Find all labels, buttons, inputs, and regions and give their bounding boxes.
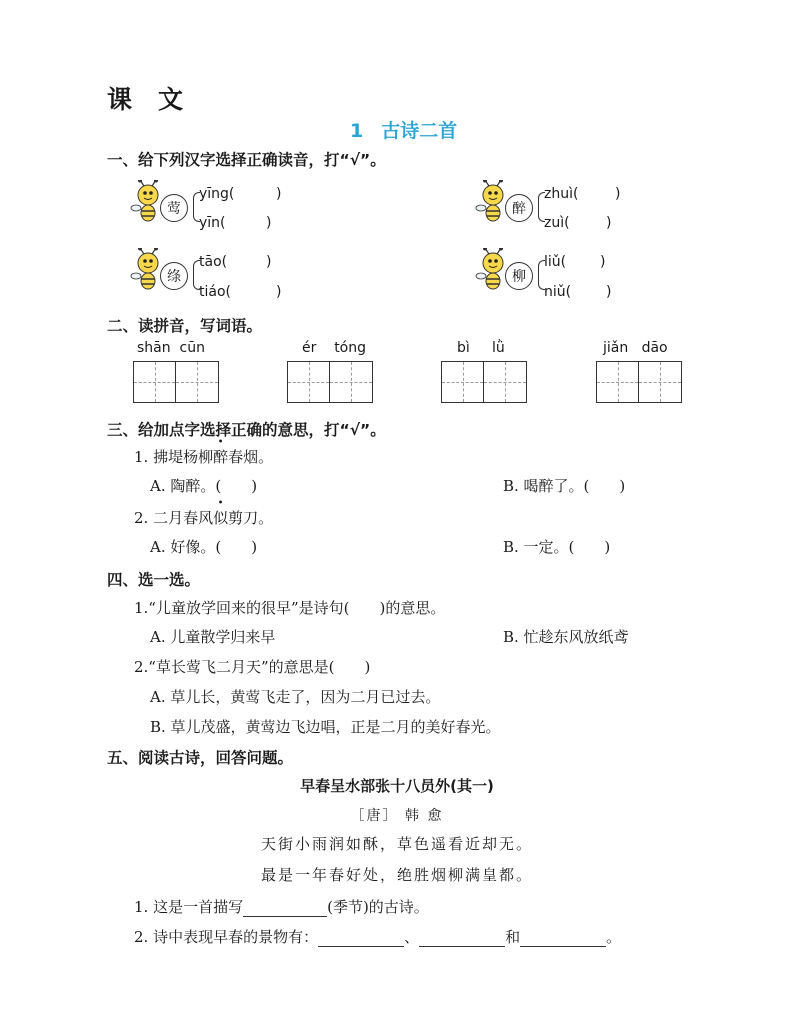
option-a[interactable]: A. 草儿长，黄莺飞走了，因为二月已过去。	[150, 688, 441, 706]
answer-paren[interactable]: )	[276, 284, 282, 300]
answer-paren[interactable]: )	[600, 254, 606, 270]
pinyin-syllable: ér	[302, 340, 317, 356]
question-5-1	[134, 896, 429, 917]
option-b[interactable]: B. 一定。( )	[503, 538, 611, 556]
pinyin-word	[302, 340, 366, 356]
pinyin-option: tiáo(	[199, 284, 231, 300]
writing-grid[interactable]	[133, 361, 219, 403]
option-b[interactable]: B. 草儿茂盛，黄莺边飞边唱，正是二月的美好春光。	[150, 718, 501, 736]
pinyin-option: zuì(	[544, 215, 570, 231]
page-title: 课文	[107, 85, 210, 114]
char-circle: 柳	[505, 262, 533, 290]
option-b[interactable]: B. 喝醉了。( )	[503, 477, 626, 495]
question-4-2: 2.“草长莺飞二月天”的意思是( )	[134, 658, 371, 676]
option-a[interactable]: A. 儿童散学归来早	[150, 628, 276, 646]
pinyin-syllable: shān	[137, 340, 171, 356]
lesson-number: 1	[350, 120, 364, 142]
writing-grid[interactable]	[287, 361, 373, 403]
answer-paren[interactable]: )	[606, 215, 612, 231]
question-text: 1. 这是一首描写	[134, 898, 244, 916]
question-text: 剪刀。	[228, 509, 274, 527]
question-4-1: 1.“儿童放学回来的很早”是诗句( )的意思。	[134, 599, 446, 617]
pinyin-syllable: tóng	[334, 340, 367, 356]
pinyin-syllable: cūn	[179, 340, 205, 356]
answer-blank[interactable]	[419, 928, 505, 947]
poem-line: 最是一年春好处，绝胜烟柳满皇都。	[260, 866, 533, 884]
separator: 、	[404, 928, 420, 946]
lesson-name: 古诗二首	[381, 120, 458, 142]
char-circle: 莺	[160, 194, 188, 222]
pinyin-option: liǔ(	[544, 254, 567, 270]
question-text: 1. 拂堤杨柳	[134, 448, 214, 466]
pinyin-option: zhuì(	[544, 186, 579, 202]
answer-paren[interactable]: )	[276, 186, 282, 202]
answer-paren[interactable]: )	[606, 284, 612, 300]
section-1-heading: 一、给下列汉字选择正确读音，打“√”。	[107, 151, 386, 169]
answer-paren[interactable]: )	[266, 254, 272, 270]
pinyin-option: niǔ(	[544, 284, 572, 300]
pinyin-syllable: lǜ	[492, 340, 505, 356]
poem-author: ［唐］ 韩 愈	[350, 808, 444, 824]
pinyin-syllable: dāo	[641, 340, 668, 356]
answer-blank[interactable]	[520, 928, 606, 947]
dotted-char: 醉	[213, 448, 229, 466]
question-5-2	[134, 926, 621, 947]
question-text: (季节)的古诗。	[327, 898, 429, 916]
pinyin-option: yīn(	[199, 215, 226, 231]
section-3-heading: 三、给加点字选择正确的意思，打“√”。	[107, 421, 386, 439]
answer-paren[interactable]: )	[615, 186, 621, 202]
poem-title: 早春呈水部张十八员外(其一)	[300, 777, 494, 795]
option-a[interactable]: A. 陶醉。( )	[150, 477, 258, 495]
poem-line: 天街小雨润如酥，草色遥看近却无。	[260, 835, 533, 853]
dotted-char: 似	[213, 509, 229, 527]
question-3-1	[134, 446, 273, 467]
period: 。	[606, 928, 622, 946]
answer-blank[interactable]	[318, 928, 404, 947]
section-4-heading: 四、选一选。	[107, 571, 201, 589]
option-a[interactable]: A. 好像。( )	[150, 538, 258, 556]
pinyin-word	[137, 340, 205, 356]
pinyin-syllable: jiǎn	[603, 340, 629, 356]
question-text: 2. 二月春风	[134, 509, 214, 527]
pinyin-option: tāo(	[199, 254, 228, 270]
writing-grid[interactable]	[596, 361, 682, 403]
char-circle: 绦	[160, 262, 188, 290]
lesson-title	[350, 116, 457, 143]
answer-blank[interactable]	[243, 898, 327, 917]
question-text: 春烟。	[228, 448, 274, 466]
section-5-heading: 五、阅读古诗，回答问题。	[107, 749, 294, 767]
question-text: 2. 诗中表现早春的景物有：	[134, 928, 319, 946]
question-3-2	[134, 507, 273, 528]
section-2-heading: 二、读拼音，写词语。	[107, 317, 263, 335]
writing-grid[interactable]	[441, 361, 527, 403]
pinyin-word	[457, 340, 505, 356]
conjunction: 和	[505, 928, 521, 946]
pinyin-option: yīng(	[199, 186, 235, 202]
pinyin-word	[603, 340, 668, 356]
pinyin-syllable: bì	[457, 340, 470, 356]
char-circle: 醉	[505, 194, 533, 222]
answer-paren[interactable]: )	[266, 215, 272, 231]
option-b[interactable]: B. 忙趁东风放纸鸢	[503, 628, 629, 646]
